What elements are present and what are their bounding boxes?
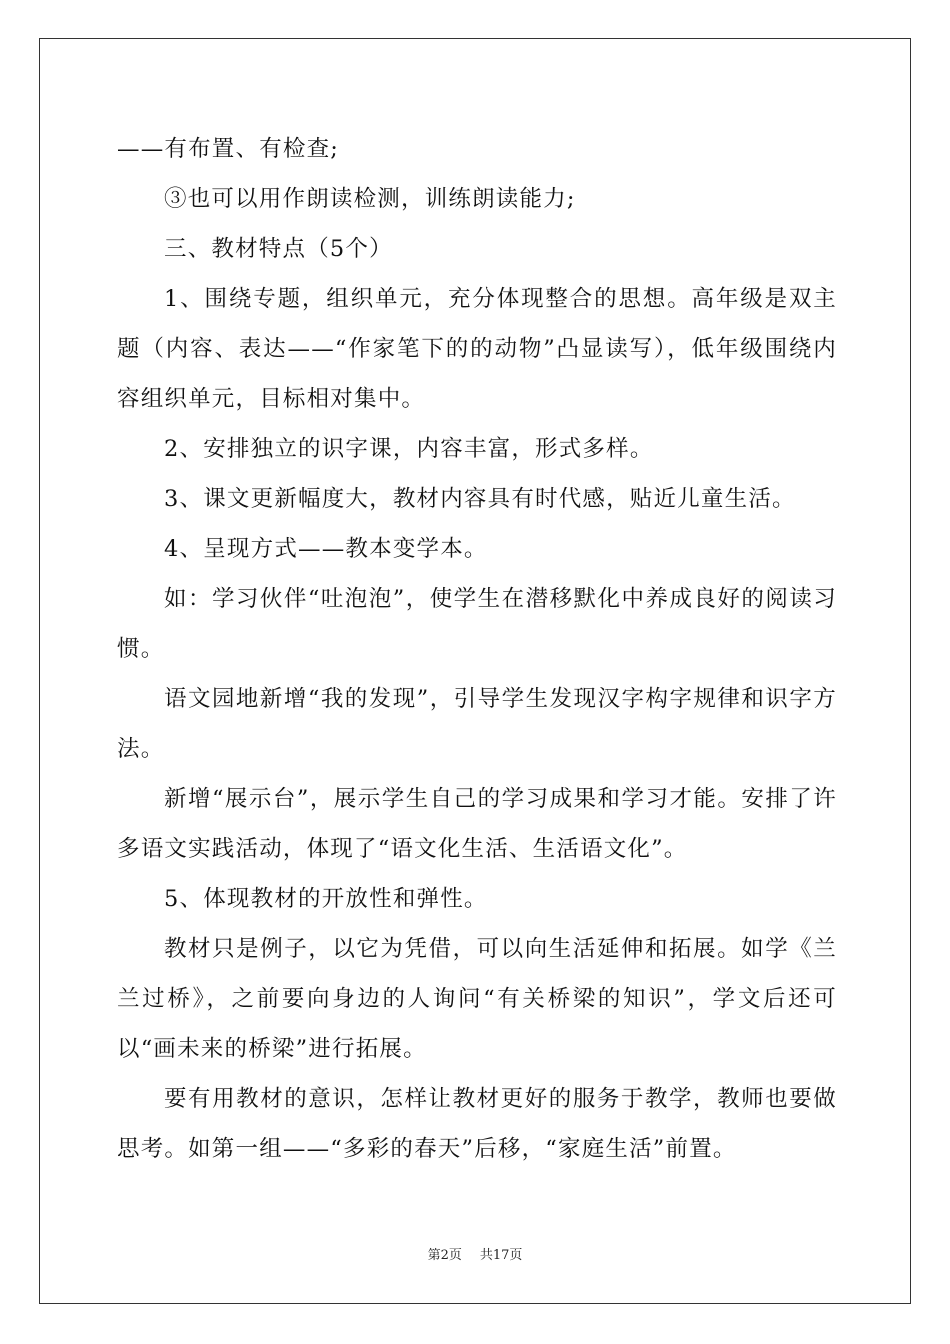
paragraph: ——有布置、有检查; (117, 136, 340, 162)
paragraph: 新增“展示台”，展示学生自己的学习成果和学习才能。安排了许多语文实践活动，体现了“语文化生活、生活语文化”。 (117, 786, 837, 862)
paragraph: 如：学习伙伴“吐泡泡”，使学生在潜移默化中养成良好的阅读习惯。 (117, 586, 837, 662)
paragraph: 2、安排独立的识字课，内容丰富，形式多样。 (164, 436, 654, 462)
paragraph: 3、课文更新幅度大，教材内容具有时代感，贴近儿童生活。 (164, 486, 796, 512)
paragraph: 5、体现教材的开放性和弹性。 (164, 886, 488, 912)
paragraph: 1、围绕专题，组织单元，充分体现整合的思想。高年级是双主题（内容、表达——“作家笔下的的动物”凸显读写），低年级围绕内容组织单元，目标相对集中。 (117, 286, 837, 412)
paragraph: 4、呈现方式——教本变学本。 (164, 536, 488, 562)
paragraph: 要有用教材的意识，怎样让教材更好的服务于教学，教师也要做思考。如第一组——“多彩的春天”后移，“家庭生活”前置。 (117, 1086, 837, 1162)
page-footer (0, 1244, 950, 1263)
page-number: 第2页 (427, 1248, 462, 1263)
paragraph: ③也可以用作朗读检测，训练朗读能力; (164, 186, 576, 212)
document-body (117, 124, 837, 1174)
paragraph: 语文园地新增“我的发现”，引导学生发现汉字构字规律和识字方法。 (117, 686, 837, 762)
total-pages: 共17页 (479, 1248, 523, 1263)
paragraph: 教材只是例子，以它为凭借，可以向生活延伸和拓展。如学《兰兰过桥》，之前要向身边的人询问“有关桥梁的知识”，学文后还可以“画未来的桥梁”进行拓展。 (117, 936, 837, 1062)
paragraph: 三、教材特点（5个） (164, 236, 393, 262)
